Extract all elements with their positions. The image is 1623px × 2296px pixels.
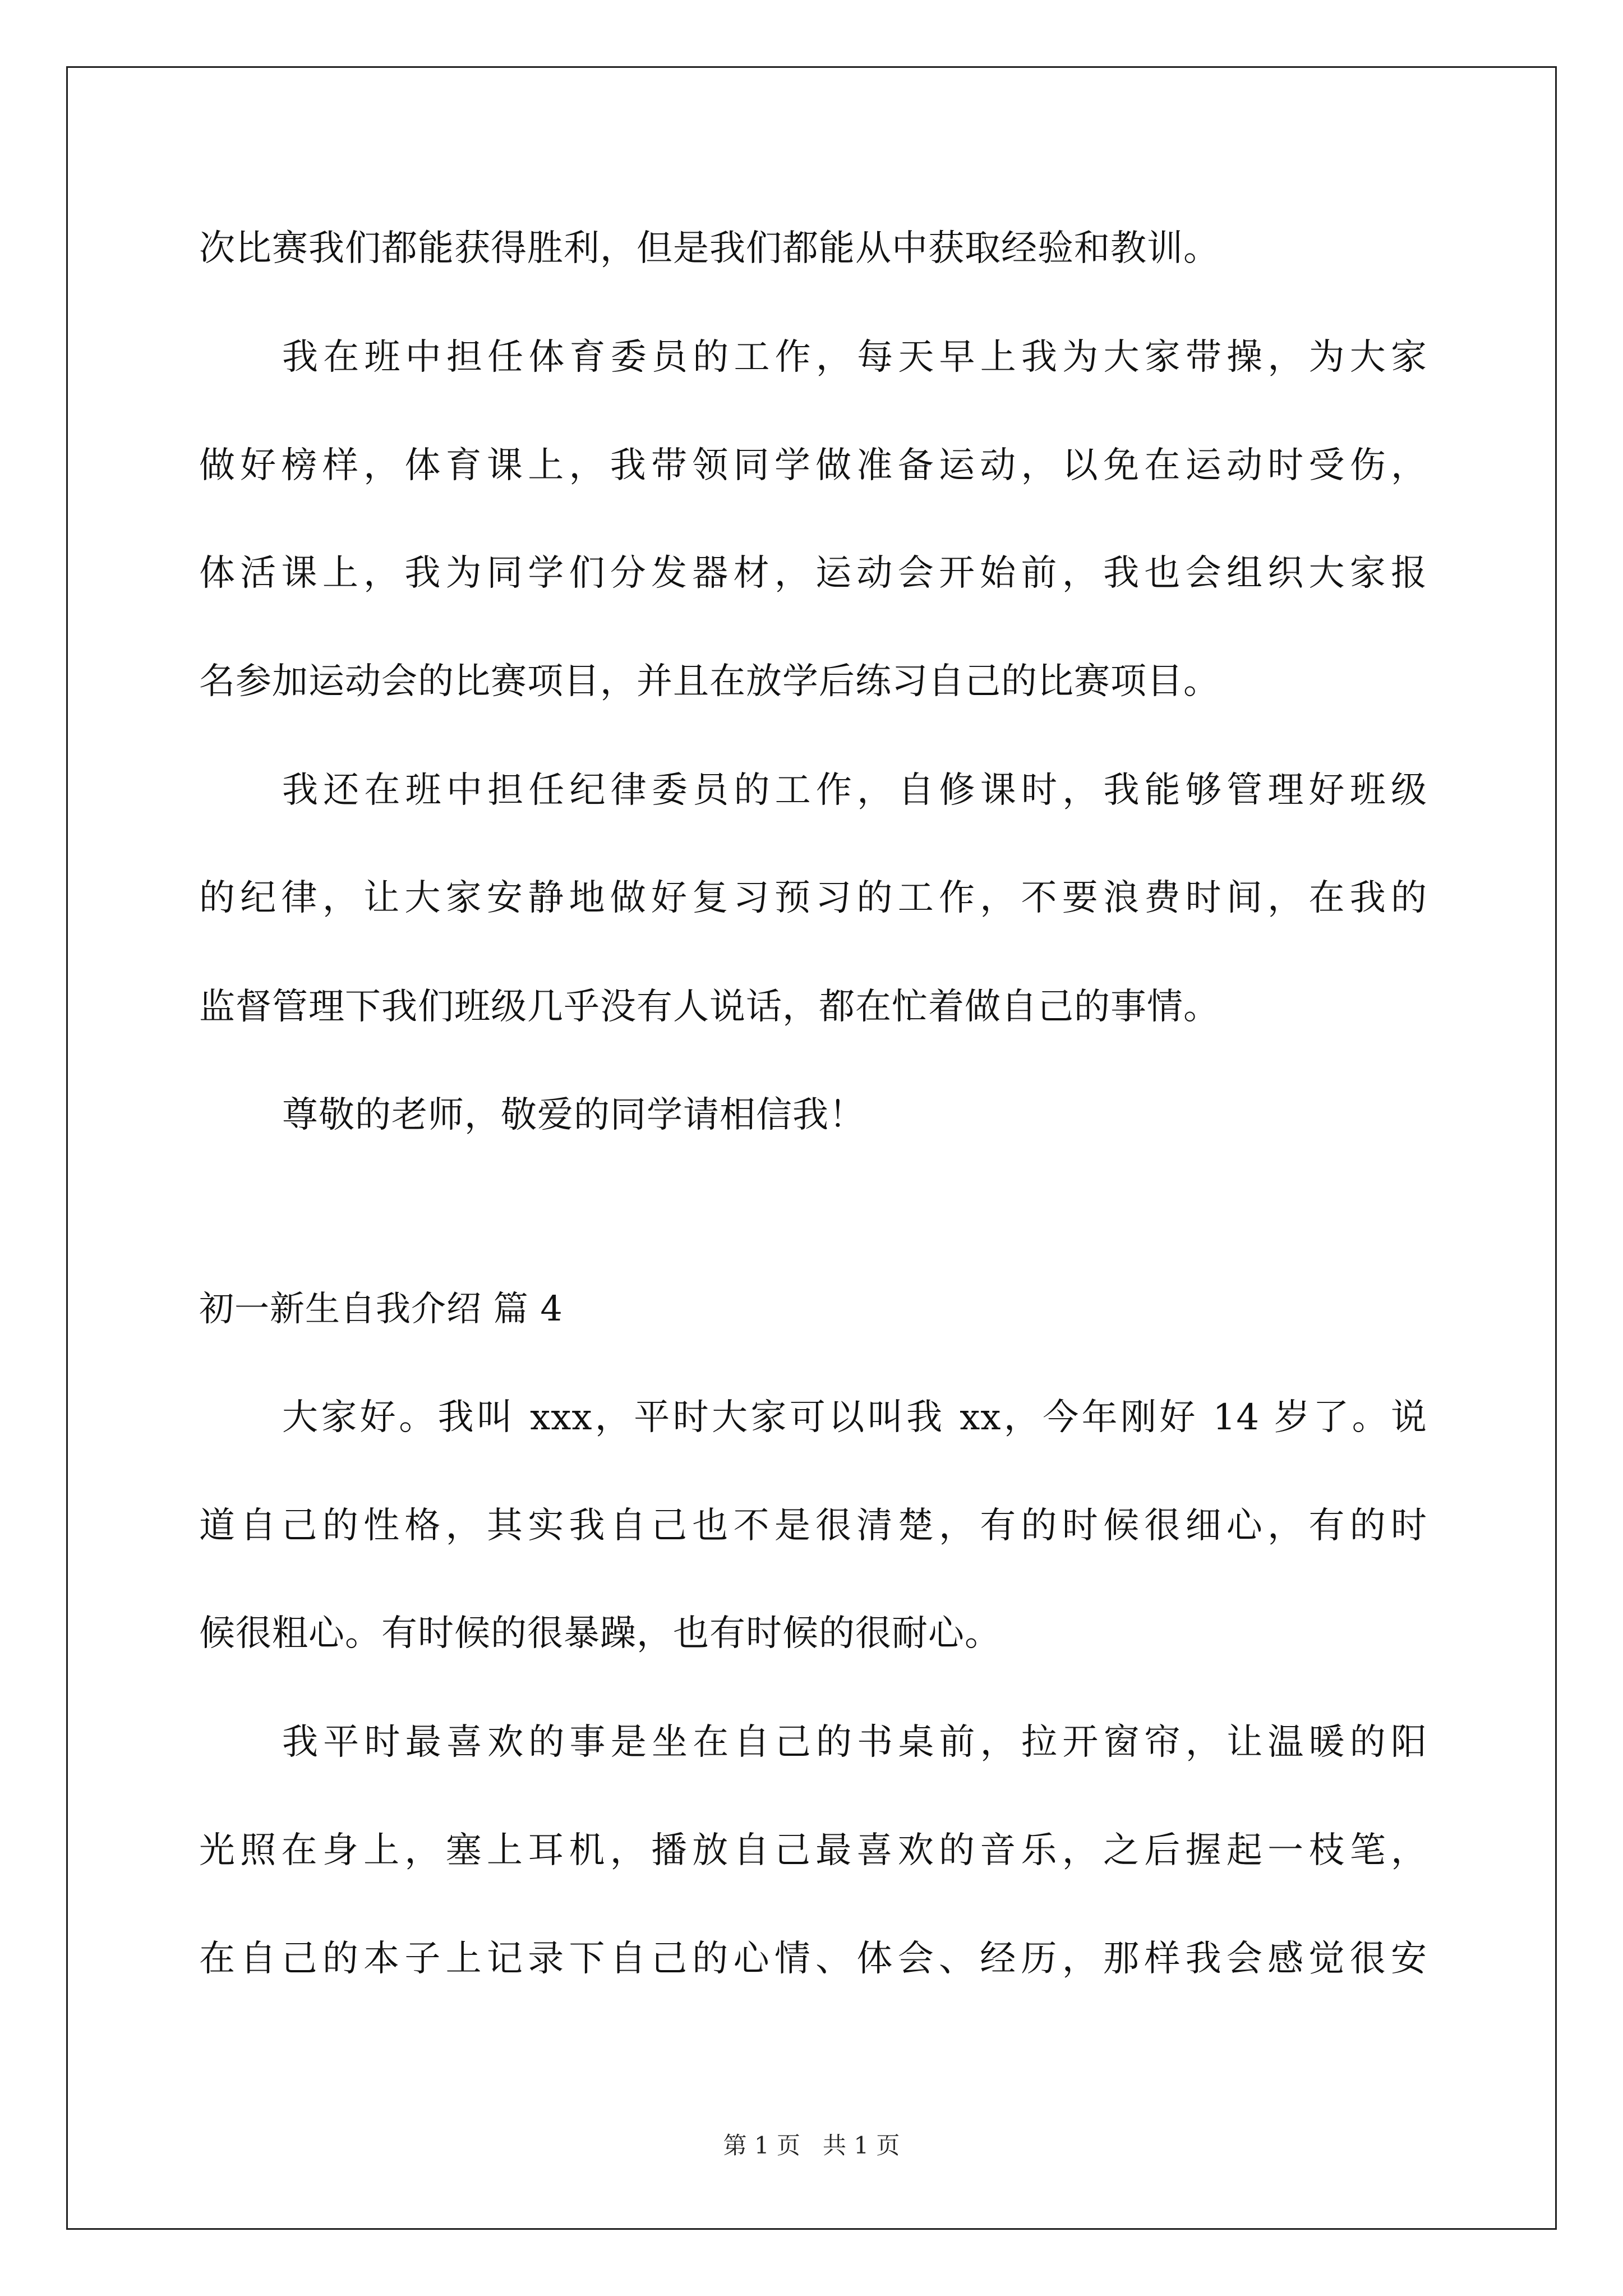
page-border [66,66,1557,2230]
text-line-11: 道自己的性格，其实我自己也不是很清楚，有的时候很细心，有的时 [199,1505,1427,1547]
page-number: 第 1 页 [723,2132,800,2159]
text-line-9: 尊敬的老师，敬爱的同学请相信我！ [282,1094,865,1136]
text-line-14: 光照在身上，塞上耳机，播放自己最喜欢的音乐，之后握起一枝笔， [199,1830,1427,1871]
text-line-3: 做好榜样，体育课上，我带领同学做准备运动，以免在运动时受伤， [199,445,1427,486]
text-line-6: 我还在班中担任纪律委员的工作，自修课时，我能够管理好班级 [282,770,1427,811]
page-footer [0,2129,1623,2162]
text-line-13: 我平时最喜欢的事是坐在自己的书桌前，拉开窗帘，让温暖的阳 [282,1722,1427,1763]
text-line-15: 在自己的本子上记录下自己的心情、体会、经历，那样我会感觉很安 [199,1938,1427,1980]
text-line-5: 名参加运动会的比赛项目，并且在放学后练习自己的比赛项目。 [199,661,1220,702]
section-heading: 初一新生自我介绍 篇 4 [199,1288,563,1329]
text-line-4: 体活课上，我为同学们分发器材，运动会开始前，我也会组织大家报 [199,553,1427,594]
text-line-12: 候很粗心。有时候的很暴躁，也有时候的很耐心。 [199,1613,1001,1654]
page-total: 共 1 页 [823,2132,900,2159]
text-line-2: 我在班中担任体育委员的工作，每天早上我为大家带操，为大家 [282,337,1427,378]
text-line-7: 的纪律，让大家安静地做好复习预习的工作，不要浪费时间，在我的 [199,877,1427,919]
text-line-1: 次比赛我们都能获得胜利，但是我们都能从中获取经验和教训。 [199,228,1220,269]
text-line-10: 大家好。我叫 xxx，平时大家可以叫我 xx，今年刚好 14 岁了。说 [282,1397,1427,1438]
text-line-8: 监督管理下我们班级几乎没有人说话，都在忙着做自己的事情。 [199,986,1220,1028]
